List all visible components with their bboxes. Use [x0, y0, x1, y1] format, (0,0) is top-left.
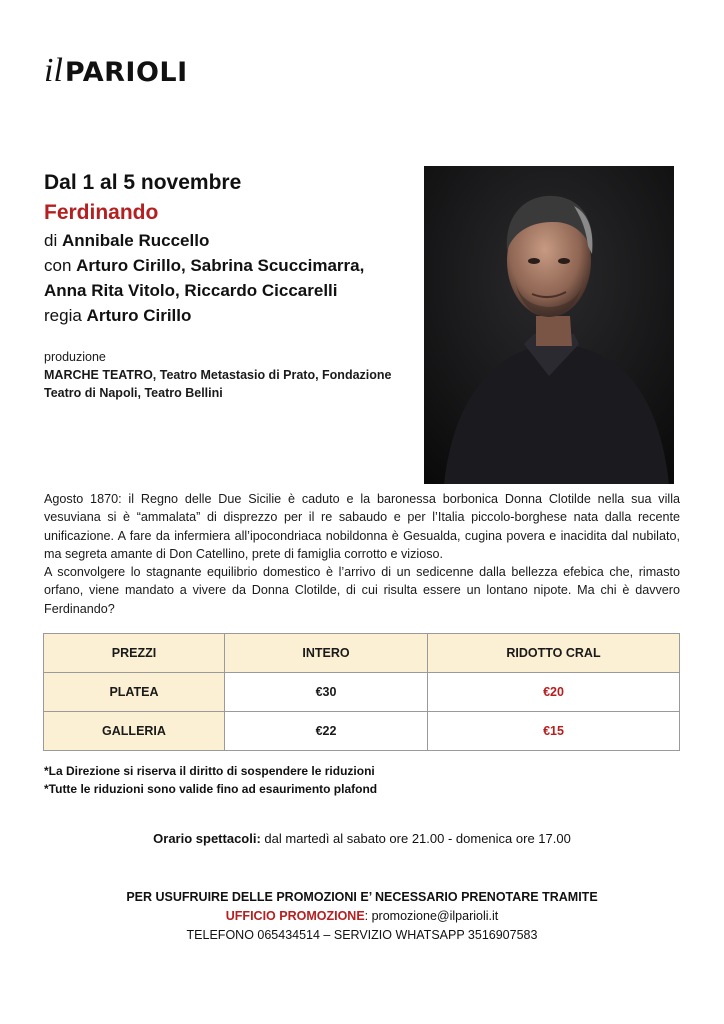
production-block	[44, 348, 414, 402]
production-label: produzione	[44, 350, 106, 364]
sector-platea: PLATEA	[44, 673, 225, 712]
price-table-header	[44, 634, 680, 673]
header-intero: INTERO	[225, 634, 428, 673]
description-paragraph-2: A sconvolgere lo stagnante equilibrio domestico è l’arrivo di un sedicenne dalla bellezza efebica che, rimasto orfano, viene mandato a vivere da Donna Clotilde, di cui risulta essere un lontano nipote. Ma chi è davvero Ferdinando?	[44, 565, 680, 616]
logo-il: il	[44, 52, 63, 89]
notes	[44, 763, 377, 798]
show-header	[44, 168, 414, 328]
sector-galleria: GALLERIA	[44, 712, 225, 751]
table-row	[44, 712, 680, 751]
price-galleria-reduced: €15	[428, 712, 680, 751]
show-dates: Dal 1 al 5 novembre	[44, 171, 242, 194]
actor-photo	[424, 166, 674, 484]
production-companies: MARCHE TEATRO, Teatro Metastasio di Prato, Fondazione Teatro di Napoli, Teatro Bellini	[44, 368, 392, 400]
price-galleria-full: €22	[225, 712, 428, 751]
director-line: regia Arturo Cirillo	[44, 306, 192, 325]
author-line: di Annibale Ruccello	[44, 231, 210, 250]
booking-info	[0, 888, 724, 945]
note-1: *La Direzione si riserva il diritto di sospendere le riduzioni	[44, 764, 375, 778]
header-prezzi: PREZZI	[44, 634, 225, 673]
table-row	[44, 673, 680, 712]
price-platea-full: €30	[225, 673, 428, 712]
schedule-text: dal martedì al sabato ore 21.00 - domenica ore 17.00	[260, 831, 571, 846]
schedule	[0, 831, 724, 846]
portrait-image	[424, 166, 674, 484]
author-name: Annibale Ruccello	[61, 231, 210, 250]
logo-parioli: PARIOLI	[64, 57, 188, 88]
director-name: Arturo Cirillo	[86, 306, 192, 325]
header-ridotto: RIDOTTO CRAL	[428, 634, 680, 673]
booking-line-3: TELEFONO 065434514 – SERVIZIO WHATSAPP 3516907583	[186, 928, 538, 942]
booking-line-1: PER USUFRUIRE DELLE PROMOZIONI E’ NECESSARIO PRENOTARE TRAMITE	[126, 890, 598, 904]
price-platea-reduced: €20	[428, 673, 680, 712]
cast-line-2	[44, 278, 414, 303]
price-table	[43, 633, 680, 751]
booking-email[interactable]: : promozione@ilparioli.it	[364, 909, 499, 923]
cast-names-2: Anna Rita Vitolo, Riccardo Ciccarelli	[44, 281, 338, 300]
schedule-label: Orario spettacoli:	[153, 831, 261, 846]
theatre-logo	[44, 52, 188, 92]
booking-line-2	[0, 907, 724, 926]
description-paragraph-1: Agosto 1870: il Regno delle Due Sicilie è caduto e la baronessa borbonica Donna Clotilde nella sua villa vesuviana si è “ammalata” di disprezzo per il re sabaudo e per l’Italia piccolo-borghese nata dalla recente unificazione. A fare da infermiera all’ipocondriaca nobildonna è Gesualda, cugina povera e inacidita dal nubilato, ma segreta amante di Don Catellino, prete di famiglia corrotto e vizioso.	[44, 492, 680, 561]
show-description	[44, 490, 680, 618]
booking-office: UFFICIO PROMOZIONE	[225, 909, 365, 923]
cast-line-1: con Arturo Cirillo, Sabrina Scuccimarra,	[44, 256, 365, 275]
note-2: *Tutte le riduzioni sono valide fino ad esaurimento plafond	[44, 781, 378, 796]
cast-names-1: Arturo Cirillo, Sabrina Scuccimarra,	[76, 256, 365, 275]
show-title: Ferdinando	[44, 201, 159, 224]
